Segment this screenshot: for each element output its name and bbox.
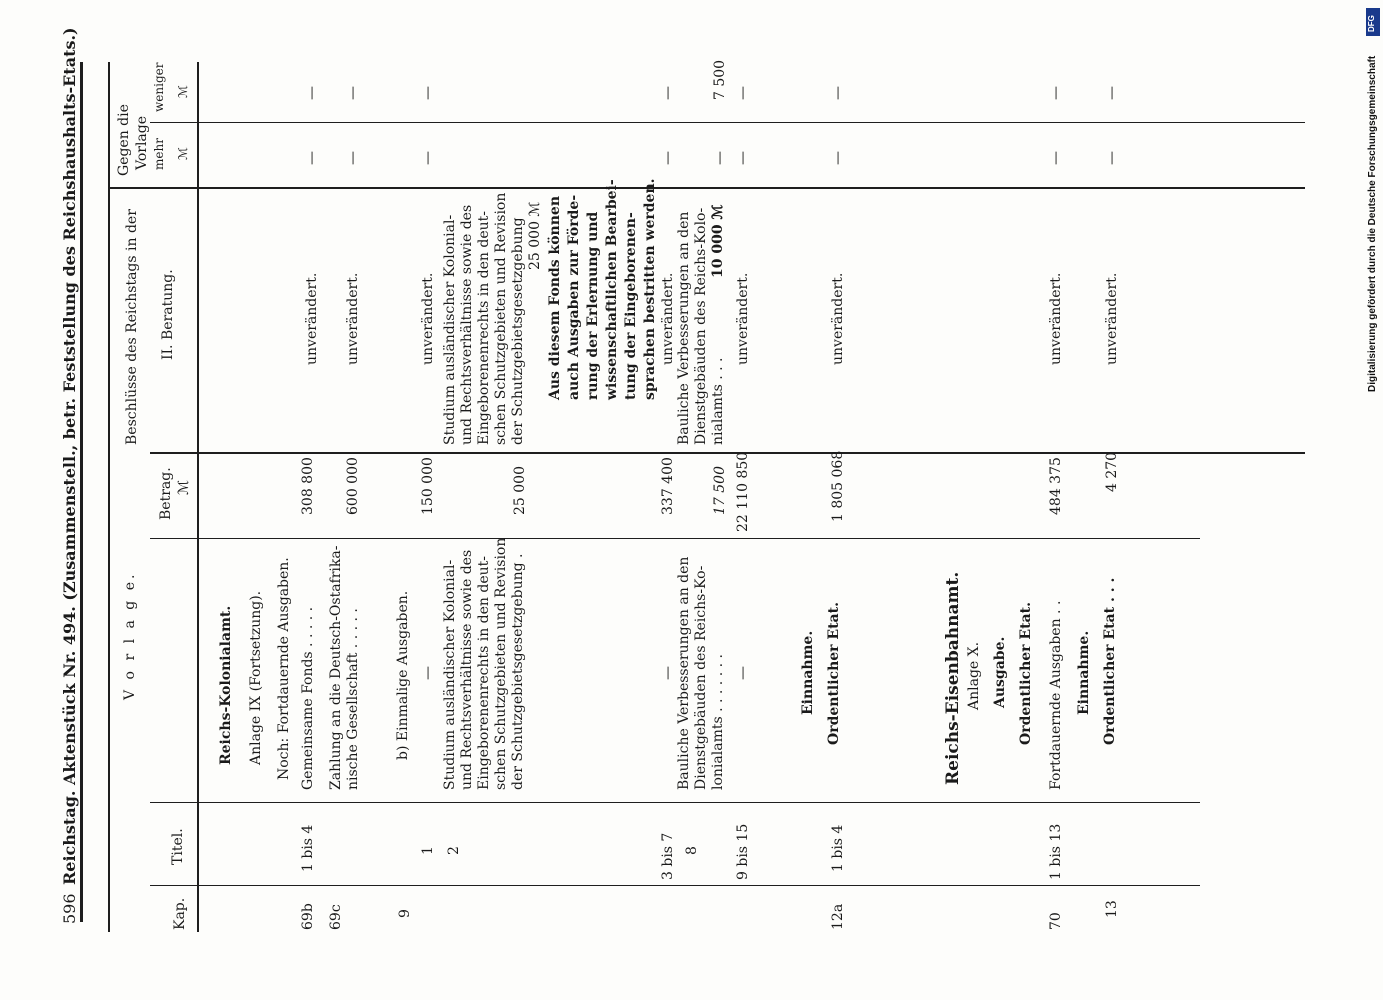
row-9bis15-titel: 9 bis 15	[735, 823, 751, 880]
row-9-dash: —	[420, 666, 436, 680]
col-header-weniger: weniger	[152, 62, 166, 112]
row-69b-beschluss: unverändert.	[304, 272, 320, 365]
col-header-vorlage-sub: Vorlage	[134, 115, 150, 170]
row-9-2-beschluss-amount: 25 000 ℳ	[527, 201, 543, 270]
row-8-beschluss-line: Bauliche Verbesserungen an den	[676, 211, 692, 445]
row-12a-mehr: —	[830, 151, 846, 165]
row-9-2-bold-line: auch Ausgaben zur Förde-	[566, 194, 582, 400]
row-69b-weniger: —	[304, 86, 320, 100]
row-9-2-line: Eingeborenenrechts in den deut-	[476, 555, 492, 790]
kap-titel-divider	[150, 885, 1200, 886]
row-3bis7-betrag: 337 400	[660, 457, 676, 515]
row-69b-betrag: 308 800	[300, 457, 316, 515]
row-9-2-bold-line: rung der Erlernung und	[585, 211, 601, 400]
header-rule	[80, 62, 83, 922]
row-9-2-betrag: 25 000	[512, 466, 528, 515]
row-13-mehr: —	[1104, 151, 1120, 165]
row-70-text: Fortdauernde Ausgaben . .	[1048, 600, 1064, 790]
row-70-beschluss: unverändert.	[1048, 272, 1064, 365]
row-9-weniger: —	[420, 86, 436, 100]
row-3bis7-weniger: —	[660, 86, 676, 100]
row-69c-text2: nische Gesellschaft . . . . .	[345, 608, 361, 790]
einnahme2-heading: Einnahme.	[1076, 630, 1092, 715]
row-69c-beschluss: unverändert.	[345, 272, 361, 365]
row-69b-kap: 69b	[300, 903, 316, 930]
einnahme-heading: Einnahme.	[800, 630, 816, 715]
col-header-mehr: mehr	[152, 138, 166, 170]
row-70-betrag: 484 375	[1048, 457, 1064, 515]
col-header-vorlage: V o r l a g e.	[122, 571, 138, 700]
row-9-2-line: schen Schutzgebieten und Revision	[493, 537, 509, 790]
row-9-2-beschluss-line: und Rechtsverhältnisse sowie des	[459, 204, 475, 445]
col-header-gegen: Gegen die	[116, 104, 132, 176]
row-8-beschluss-line: nialamts . . .	[710, 357, 726, 445]
row-9-2-titel: 2	[446, 846, 462, 855]
row-9bis15-beschluss: unverändert.	[735, 272, 751, 365]
dfg-logo: DFG	[1366, 8, 1380, 36]
row-8-betrag: 17 500	[712, 466, 728, 515]
row-13-weniger: —	[1104, 86, 1120, 100]
page-title: Reichstag. Aktenstück Nr. 494. (Zusammenstell., betr. Feststellung des Reichshaushalts-Etats.)	[60, 27, 79, 885]
row-13-kap: 13	[1104, 900, 1120, 918]
row-69c-mehr: —	[345, 151, 361, 165]
row-8-line: Dienstgebäuden des Reichs-Ko-	[693, 565, 709, 790]
row-69c-betrag: 600 000	[345, 457, 361, 515]
row-12a-beschluss: unverändert.	[830, 272, 846, 365]
row-9bis15-weniger: —	[735, 86, 751, 100]
row-8-weniger: 7 500	[712, 59, 728, 100]
row-13-beschluss: unverändert.	[1104, 272, 1120, 365]
row-9-2-beschluss-line: schen Schutzgebieten und Revision	[493, 192, 509, 445]
col-header-weniger-unit: ℳ	[176, 85, 190, 98]
row-9bis15-betrag: 22 110 850	[735, 451, 751, 532]
row-69b-text: Gemeinsame Fonds . . . . .	[300, 606, 316, 790]
row-9-2-bold-line: sprachen bestritten werden.	[642, 178, 658, 400]
row-13-betrag: 4 270	[1104, 451, 1120, 492]
section2-ausgabe: Ausgabe.	[992, 636, 1008, 708]
row-8-mehr: —	[712, 151, 728, 165]
row-9bis15-dash: —	[735, 666, 751, 680]
row-9-titel-1: 1	[420, 846, 436, 855]
row-69b-titel: 1 bis 4	[300, 824, 316, 872]
einnahme2-etat: Ordentlicher Etat . . .	[1102, 577, 1118, 745]
row-70-mehr: —	[1048, 151, 1064, 165]
row-9-2-line: Studium ausländischer Kolonial-	[442, 559, 458, 790]
gegen-subheader-rule	[150, 122, 200, 123]
section2-etat: Ordentlicher Etat.	[1018, 602, 1034, 745]
row-70-kap: 70	[1048, 912, 1064, 930]
row-9-2-beschluss-line: der Schutzgebietsgesetzgebung	[510, 217, 526, 445]
row-69b-mehr: —	[304, 151, 320, 165]
vorlage-betrag-divider	[150, 538, 1200, 539]
col-header-betrag-unit: ℳ	[176, 480, 192, 495]
row-9-2-line: der Schutzgebietsgesetzgebung .	[510, 553, 526, 790]
row-8-beschluss-line: Dienstgebäuden des Reichs-Kolo-	[693, 207, 709, 445]
row-12a-betrag: 1 805 068	[830, 450, 846, 522]
row-3bis7-beschluss: unverändert.	[660, 272, 676, 365]
row-69c-kap: 69c	[328, 904, 344, 930]
mehr-weniger-divider	[150, 122, 1305, 123]
row-9-2-bold-line: wissenschaftlichen Bearbei-	[604, 179, 620, 400]
row-12a-kap: 12a	[830, 903, 846, 930]
col-header-mehr-unit: ℳ	[176, 147, 190, 160]
einnahme-etat: Ordentlicher Etat.	[826, 602, 842, 745]
beschluss-gegen-divider	[110, 187, 1305, 189]
row-9-beschluss: unverändert.	[420, 272, 436, 365]
row-9-2-beschluss-line: Studium ausländischer Kolonial-	[442, 214, 458, 445]
col-header-titel: Titel.	[170, 828, 186, 865]
col-header-kap: Kap.	[172, 897, 188, 930]
digitization-note: Digitalisierung gefördert durch die Deutsche Forschungsgemeinschaft	[1367, 55, 1378, 392]
row-9-2-line: und Rechtsverhältnisse sowie des	[459, 549, 475, 790]
table-left-rule	[108, 62, 110, 932]
col-header-betrag: Betrag.	[158, 467, 174, 520]
col-header-beschluesse: Beschlüsse des Reichstags in der	[124, 209, 140, 445]
section-heading-eisenbahnamt: Reichs-Eisenbahnamt.	[943, 571, 963, 785]
row-70-weniger: —	[1048, 86, 1064, 100]
row-8-titel: 8	[684, 846, 700, 855]
row-8-line: lonialamts . . . . . . .	[710, 654, 726, 790]
section-anlage: Anlage IX (Fortsetzung).	[248, 590, 264, 765]
col-header-beratung: II. Beratung.	[160, 269, 176, 360]
einmalige-heading: b) Einmalige Ausgaben.	[395, 590, 411, 760]
betrag-beschluss-divider	[150, 452, 1305, 454]
row-3bis7-mehr: —	[660, 151, 676, 165]
row-9-mehr: —	[420, 151, 436, 165]
row-12a-titel: 1 bis 4	[830, 824, 846, 872]
section2-anlage: Anlage X.	[966, 641, 982, 710]
row-8-beschluss-amount: 10 000 ℳ	[710, 204, 726, 278]
row-70-titel: 1 bis 13	[1048, 823, 1064, 880]
row-69c-weniger: —	[345, 86, 361, 100]
row-9-2-beschluss-line: Eingeborenenrechts in den deut-	[476, 210, 492, 445]
section-noch: Noch: Fortdauernde Ausgaben.	[276, 557, 292, 780]
row-8-line: Bauliche Verbesserungen an den	[676, 556, 692, 790]
row-9-2-bold-line: tung der Eingeborenen-	[623, 212, 639, 400]
row-9-betrag: 150 000	[420, 457, 436, 515]
row-69c-text1: Zahlung an die Deutsch-Ostafrika-	[328, 545, 344, 790]
row-9-2-bold-line: Aus diesem Fonds können	[547, 195, 563, 400]
section-heading-kolonialamt: Reichs-Kolonialamt.	[218, 605, 234, 765]
row-3bis7-dash: —	[660, 666, 676, 680]
page-number: 596	[60, 893, 79, 924]
row-9bis15-mehr: —	[735, 151, 751, 165]
row-12a-weniger: —	[830, 86, 846, 100]
titel-vorlage-divider	[150, 802, 1200, 803]
row-9-kap: 9	[397, 909, 413, 918]
row-3bis7-titel: 3 bis 7	[660, 832, 676, 880]
